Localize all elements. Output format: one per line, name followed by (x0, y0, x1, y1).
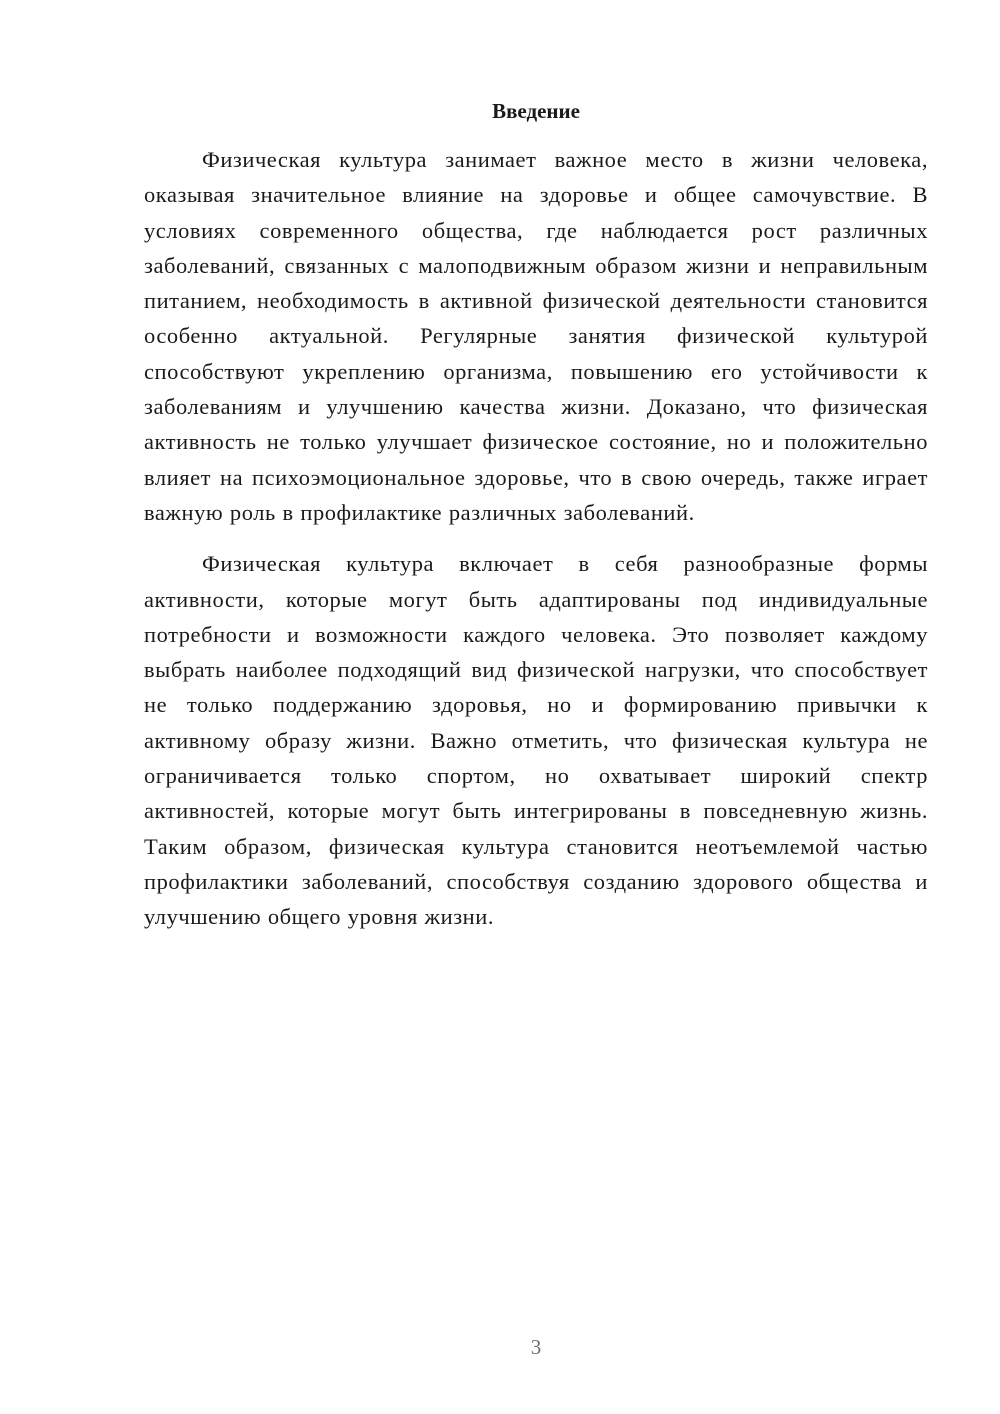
paragraph-1: Физическая культура занимает важное место в жизни человека, оказывая значительное влияние на здоровье и общее самочувствие. В условиях современного общества, где наблюдается рост различных заболеваний, связанных с малоподвижным образом жизни и неправильным питанием, необходимость в активной физической деятельности становится особенно актуальной. Регулярные занятия физической культурой способствуют укреплению организма, повышению его устойчивости к заболеваниям и улучшению качества жизни. Доказано, что физическая активность не только улучшает физическое состояние, но и положительно влияет на психоэмоциональное здоровье, что в свою очередь, также играет важную роль в профилактике различных заболеваний. (144, 147, 928, 525)
paragraph-2: Физическая культура включает в себя разнообразные формы активности, которые могут быть адаптированы под индивидуальные потребности и возможности каждого человека. Это позволяет каждому выбрать наиболее подходящий вид физической нагрузки, что способствует не только поддержанию здоровья, но и формированию привычки к активному образу жизни. Важно отметить, что физическая культура не ограничивается только спортом, но охватывает широкий спектр активностей, которые могут быть интегрированы в повседневную жизнь. Таким образом, физическая культура становится неотъемлемой частью профилактики заболеваний, способствуя созданию здорового общества и улучшению общего уровня жизни. (144, 551, 928, 930)
body-text (144, 142, 928, 935)
page-number: 3 (530, 1335, 542, 1359)
page-title: Введение (492, 99, 580, 123)
